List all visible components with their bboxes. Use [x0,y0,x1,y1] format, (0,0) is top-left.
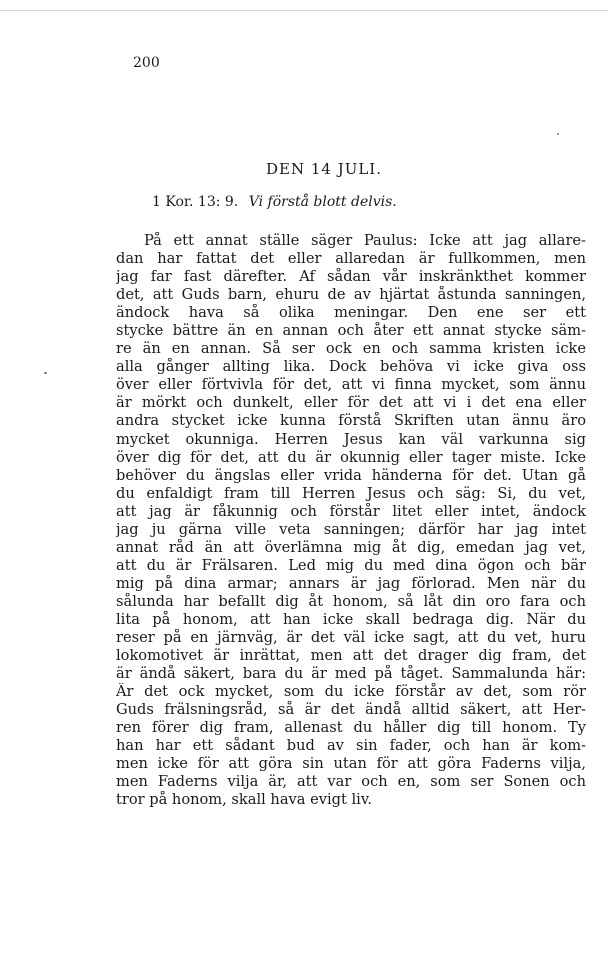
page-top-edge [0,10,608,11]
scripture-verse: Vi förstå blott delvis. [248,194,397,210]
text-line: att jag är fåkunnig och förstår litet eller intet, ändock [116,502,586,520]
page-title: DEN 14 JULI. [265,160,383,178]
text-line: jag ju gärna ville veta sanningen; därför har jag intet [116,520,586,538]
text-line: jag far fast därefter. Af sådan vår inskränkthet kommer [116,268,586,286]
text-line: ändock hava så olika meningar. Den ene ser ett [116,304,586,322]
page-number: 200 [133,55,160,71]
text-line: sålunda har befallt dig åt honom, så låt din oro fara och [116,592,586,610]
text-line: mig på dina armar; annars är jag förlorad. Men när du [116,574,586,592]
text-line: dan har fattat det eller allaredan är fullkommen, men [116,250,586,268]
text-line: ren förer dig fram, allenast du håller dig till honom. Ty [116,719,586,737]
text-line: På ett annat ställe säger Paulus: Icke att jag allare- [144,232,586,249]
text-line: Guds frälsningsråd, så är det ändå alltid säkert, att Her- [116,701,586,719]
text-line: tror på honom, skall hava evigt liv. [116,791,372,809]
devotional-text [116,232,586,810]
text-line: det, att Guds barn, ehuru de av hjärtat åstunda sanningen, [116,286,586,304]
text-line: Är det ock mycket, som du icke förstår av det, som rör [116,683,586,701]
text-line: andra stycket icke kunna förstå Skriften utan ännu äro [116,412,586,430]
text-line: lokomotivet är inrättat, men att det drager dig fram, det [116,647,586,665]
text-line: stycke bättre än en annan och åter ett annat stycke säm- [116,322,586,340]
scan-speck [44,372,47,374]
text-line: över dig för det, att du är okunnig eller tager miste. Icke [116,448,586,466]
scripture-reference: 1 Kor. 13: 9. [152,194,239,210]
text-line: annat råd än att överlämna mig åt dig, emedan jag vet, [116,538,586,556]
scan-speck [557,133,559,135]
text-line: han har ett sådant bud av sin fader, och han är kom- [116,737,586,755]
text-line: alla gånger allting lika. Dock behöva vi icke giva oss [116,358,586,376]
text-line: men icke för att göra sin utan för att göra Faderns vilja, [116,755,586,773]
text-line: över eller förtvivla för det, att vi finna mycket, som ännu [116,376,586,394]
text-line: att du är Frälsaren. Led mig du med dina ögon och bär [116,556,586,574]
scripture-line [152,194,397,210]
text-line: behöver du ängslas eller vrida händerna för det. Utan gå [116,466,586,484]
text-line: lita på honom, att han icke skall bedraga dig. När du [116,610,586,628]
text-line: är ändå säkert, bara du är med på tåget. Sammalunda här: [116,665,586,683]
text-line: reser på en järnväg, är det väl icke sagt, att du vet, huru [116,629,586,647]
text-line: re än en annan. Så ser ock en och samma kristen icke [116,340,586,358]
text-line: är mörkt och dunkelt, eller för det att vi i det ena eller [116,394,586,412]
text-line: mycket okunniga. Herren Jesus kan väl varkunna sig [116,430,586,448]
text-line: du enfaldigt fram till Herren Jesus och säg: Si, du vet, [116,484,586,502]
text-line: men Faderns vilja är, att var och en, som ser Sonen och [116,773,586,791]
